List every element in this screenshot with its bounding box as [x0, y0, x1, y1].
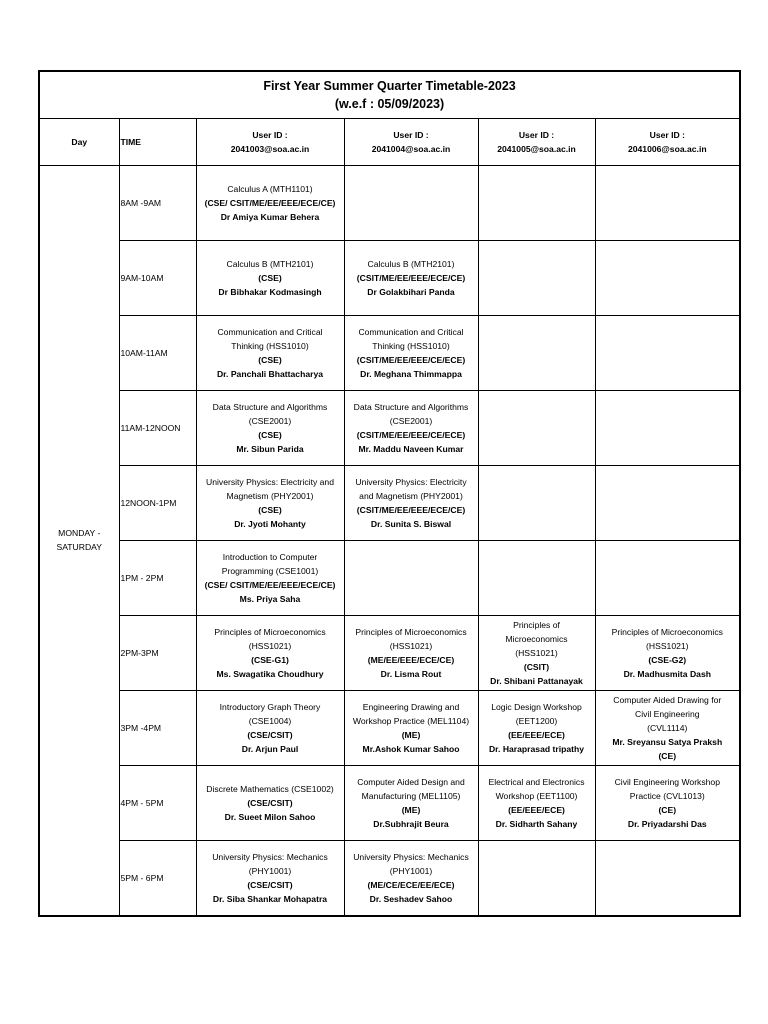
timetable — [38, 70, 741, 917]
course-text: Computer Aided Design and — [357, 777, 465, 788]
class-cell — [595, 390, 740, 465]
class-cell — [478, 540, 595, 615]
branch-text: (CSE) — [258, 504, 282, 515]
user-id-label: User ID : — [518, 129, 555, 140]
instructor-text: Ms. Swagatika Choudhury — [216, 669, 324, 680]
title-line-2: (w.e.f : 05/09/2023) — [334, 96, 445, 111]
branch-text: (CSE/CSIT) — [247, 730, 293, 741]
instructor-text: Dr. Sueet Milon Sahoo — [224, 812, 316, 823]
instructor-text: Dr.Subhrajit Beura — [373, 819, 449, 830]
course-text: University Physics: Mechanics — [212, 852, 328, 863]
time-cell: 12NOON-1PM — [119, 465, 196, 540]
instructor-text: Mr. Sibun Parida — [236, 443, 304, 454]
course-text: (CSE2001) — [389, 415, 433, 426]
time-cell: 3PM -4PM — [119, 691, 196, 766]
course-text: Electrical and Electronics — [488, 777, 585, 788]
instructor-text: Dr. Siba Shankar Mohapatra — [212, 894, 328, 905]
time-cell: 9AM-10AM — [119, 240, 196, 315]
time-cell: 4PM - 5PM — [119, 766, 196, 841]
course-text: Microeconomics — [505, 634, 568, 645]
timetable-row — [39, 766, 740, 841]
course-text: Programming (CSE1001) — [221, 566, 319, 577]
class-cell — [595, 691, 740, 766]
class-cell — [478, 465, 595, 540]
class-cell — [595, 540, 740, 615]
branch-text: (CSE/CSIT) — [247, 880, 293, 891]
class-cell — [196, 315, 344, 390]
branch-text: (ME/CE/ECE/EE/ECE) — [367, 880, 455, 891]
timetable-row — [39, 540, 740, 615]
course-text: Principles of Microeconomics — [355, 627, 467, 638]
course-text: (CVL1114) — [647, 723, 688, 734]
header-row — [39, 118, 740, 165]
course-text: Thinking (HSS1010) — [372, 340, 450, 351]
instructor-text: Dr. Priyadarshi Das — [627, 819, 707, 830]
course-text: Logic Design Workshop — [491, 702, 582, 713]
instructor-text: Dr. Sunita S. Biswal — [370, 518, 452, 529]
branch-text: (ME/EE/EEE/ECE/CE) — [367, 655, 455, 666]
course-text: Manufacturing (MEL1105) — [361, 791, 461, 802]
branch-text: (CE) — [658, 805, 677, 816]
day-label: SATURDAY — [56, 542, 103, 553]
course-text: Data Structure and Algorithms — [353, 401, 469, 412]
instructor-text: Dr. Panchali Bhattacharya — [216, 368, 324, 379]
branch-text: (CSE) — [258, 354, 282, 365]
class-cell — [344, 240, 478, 315]
class-cell — [478, 315, 595, 390]
course-text: Workshop Practice (MEL1104) — [352, 716, 470, 727]
course-text: University Physics: Electricity and — [206, 476, 334, 487]
user-id-label: User ID : — [393, 129, 429, 140]
class-cell — [478, 165, 595, 240]
day-label: MONDAY - — [58, 528, 101, 539]
course-text: Calculus A (MTH1101) — [227, 183, 313, 194]
instructor-text: Dr. Jyoti Mohanty — [234, 518, 306, 529]
timetable-row — [39, 841, 740, 916]
class-cell — [595, 616, 740, 691]
user-header-2 — [344, 118, 478, 165]
timetable-row — [39, 691, 740, 766]
timetable-row — [39, 240, 740, 315]
course-text: Introductory Graph Theory — [219, 702, 321, 713]
class-cell — [344, 766, 478, 841]
user-id-label: User ID : — [252, 129, 288, 140]
timetable-row — [39, 165, 740, 240]
user-email: 2041003@soa.ac.in — [230, 143, 310, 154]
class-cell — [344, 165, 478, 240]
course-text: Engineering Drawing and — [362, 702, 460, 713]
class-cell — [196, 540, 344, 615]
class-cell — [344, 390, 478, 465]
title-row — [39, 71, 740, 118]
timetable-row — [39, 390, 740, 465]
class-cell — [478, 841, 595, 916]
branch-text: (CSE-G2) — [648, 655, 687, 666]
instructor-text: Dr. Haraprasad tripathy — [488, 744, 585, 755]
branch-text: (CSIT/ME/EE/EEE/ECE/CE) — [356, 272, 466, 283]
class-cell — [196, 841, 344, 916]
class-cell — [478, 691, 595, 766]
course-text: Civil Engineering — [635, 709, 700, 720]
course-text: (EET1200) — [515, 716, 558, 727]
course-text: University Physics: Electricity — [355, 476, 467, 487]
class-cell — [478, 766, 595, 841]
branch-text: (CSE) — [258, 429, 282, 440]
course-text: Computer Aided Drawing for — [613, 695, 722, 706]
class-cell — [595, 165, 740, 240]
branch-text: (EE/EEE/ECE) — [508, 805, 565, 816]
course-text: Principles of Microeconomics — [214, 627, 326, 638]
course-text: (PHY1001) — [389, 866, 433, 877]
class-cell — [344, 465, 478, 540]
day-header: Day — [39, 118, 119, 165]
branch-text: (CSIT/ME/EE/EEE/CE/ECE) — [356, 354, 466, 365]
instructor-text: (CE) — [658, 751, 677, 762]
timetable-row — [39, 465, 740, 540]
class-cell — [595, 841, 740, 916]
course-text: (HSS1021) — [646, 641, 689, 652]
branch-text: (CSE) — [258, 272, 282, 283]
class-cell — [196, 766, 344, 841]
branch-text: (CSE/ CSIT/ME/EE/EEE/ECE/CE) — [204, 197, 336, 208]
course-text: (PHY1001) — [248, 866, 292, 877]
branch-text: Mr. Sreyansu Satya Praksh — [612, 737, 723, 748]
time-header: TIME — [119, 118, 196, 165]
course-text: Calculus B (MTH2101) — [226, 258, 314, 269]
class-cell — [595, 240, 740, 315]
branch-text: (CSE/ CSIT/ME/EE/EEE/ECE/CE) — [204, 580, 336, 591]
instructor-text: Dr Golakbihari Panda — [367, 286, 455, 297]
course-text: Magnetism (PHY2001) — [226, 490, 314, 501]
instructor-text: Dr Amiya Kumar Behera — [220, 211, 320, 222]
course-text: Discrete Mathematics (CSE1002) — [206, 784, 334, 795]
course-text: (CSE1004) — [248, 716, 292, 727]
class-cell — [595, 465, 740, 540]
instructor-text: Dr. Sidharth Sahany — [495, 819, 578, 830]
instructor-text: Dr. Seshadev Sahoo — [369, 894, 453, 905]
course-text: Principles of — [513, 620, 560, 631]
instructor-text: Dr. Madhusmita Dash — [623, 669, 711, 680]
user-email: 2041005@soa.ac.in — [497, 143, 576, 154]
class-cell — [196, 390, 344, 465]
class-cell — [344, 540, 478, 615]
branch-text: (ME) — [401, 805, 421, 816]
time-cell: 11AM-12NOON — [119, 390, 196, 465]
instructor-text: Dr. Shibani Pattanayak — [490, 676, 583, 687]
course-text: (CSE2001) — [248, 415, 292, 426]
class-cell — [344, 315, 478, 390]
class-cell — [196, 165, 344, 240]
user-id-label: User ID : — [649, 129, 685, 140]
class-cell — [595, 315, 740, 390]
course-text: Introduction to Computer — [222, 552, 318, 563]
branch-text: (CSE/CSIT) — [247, 798, 293, 809]
branch-text: (CSIT/ME/EE/EEE/ECE/CE) — [356, 504, 466, 515]
class-cell — [595, 766, 740, 841]
time-cell: 2PM-3PM — [119, 616, 196, 691]
day-cell — [39, 165, 119, 916]
course-text: Principles of Microeconomics — [611, 627, 723, 638]
class-cell — [344, 841, 478, 916]
branch-text: (CSIT/ME/EE/EEE/CE/ECE) — [356, 429, 466, 440]
instructor-text: Dr. Lisma Rout — [380, 669, 442, 680]
timetable-row — [39, 315, 740, 390]
branch-text: (ME) — [401, 730, 421, 741]
course-text: and Magnetism (PHY2001) — [359, 490, 463, 501]
course-text: (HSS1021) — [515, 648, 558, 659]
time-cell: 8AM -9AM — [119, 165, 196, 240]
course-text: (HSS1021) — [248, 641, 292, 652]
branch-text: (EE/EEE/ECE) — [508, 730, 565, 741]
timetable-row — [39, 616, 740, 691]
user-header-4 — [595, 118, 740, 165]
course-text: (HSS1021) — [389, 641, 433, 652]
course-text: Workshop (EET1100) — [495, 791, 578, 802]
instructor-text: Dr. Arjun Paul — [241, 744, 299, 755]
class-cell — [196, 465, 344, 540]
instructor-text: Ms. Priya Saha — [239, 594, 301, 605]
instructor-text: Mr. Maddu Naveen Kumar — [358, 443, 464, 454]
course-text: Civil Engineering Workshop — [614, 777, 720, 788]
time-cell: 5PM - 6PM — [119, 841, 196, 916]
class-cell — [344, 691, 478, 766]
class-cell — [344, 616, 478, 691]
course-text: Thinking (HSS1010) — [231, 340, 309, 351]
class-cell — [196, 691, 344, 766]
course-text: University Physics: Mechanics — [353, 852, 469, 863]
instructor-text: Mr.Ashok Kumar Sahoo — [362, 744, 460, 755]
branch-text: (CSE-G1) — [251, 655, 289, 666]
user-header-3 — [478, 118, 595, 165]
class-cell — [478, 616, 595, 691]
course-text: Communication and Critical — [358, 326, 464, 337]
class-cell — [478, 390, 595, 465]
instructor-text: Dr. Meghana Thimmappa — [360, 368, 462, 379]
class-cell — [478, 240, 595, 315]
branch-text: (CSIT) — [523, 662, 550, 673]
class-cell — [196, 240, 344, 315]
course-text: Data Structure and Algorithms — [212, 401, 328, 412]
user-header-1 — [196, 118, 344, 165]
title-line-1: First Year Summer Quarter Timetable-2023 — [263, 78, 516, 93]
course-text: Communication and Critical — [217, 326, 323, 337]
time-cell: 1PM - 2PM — [119, 540, 196, 615]
class-cell — [196, 616, 344, 691]
timetable-title — [39, 71, 740, 118]
time-cell: 10AM-11AM — [119, 315, 196, 390]
course-text: Calculus B (MTH2101) — [367, 258, 455, 269]
user-email: 2041006@soa.ac.in — [627, 143, 707, 154]
instructor-text: Dr Bibhakar Kodmasingh — [218, 286, 322, 297]
user-email: 2041004@soa.ac.in — [371, 143, 451, 154]
course-text: Practice (CVL1013) — [629, 791, 705, 802]
